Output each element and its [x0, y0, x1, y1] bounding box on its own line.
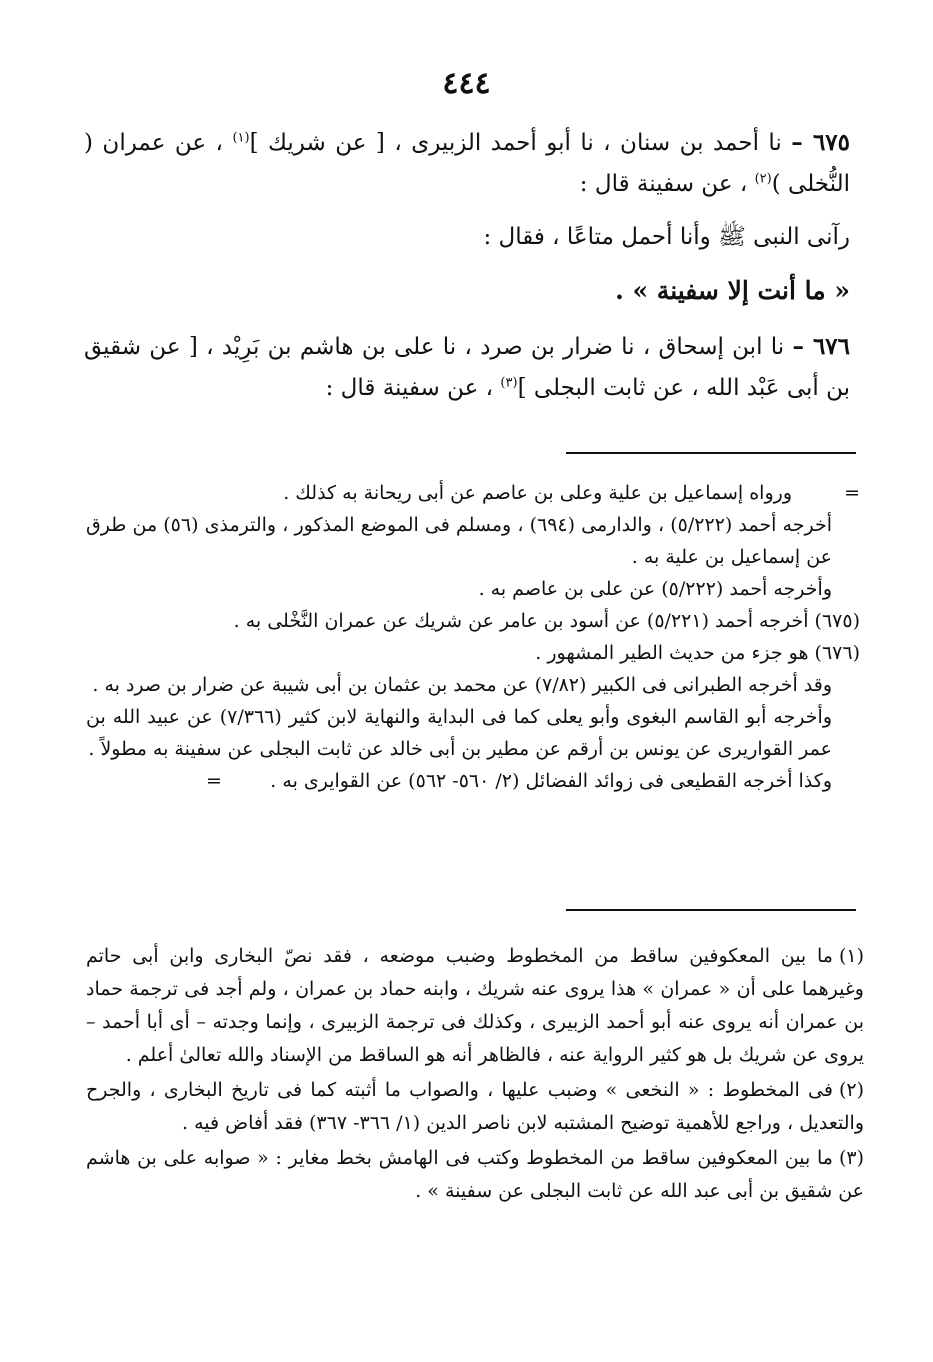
note-line: وأخرجه أبو القاسم البغوى وأبو يعلى كما فى البداية والنهاية لابن كثير (٧/٣٦٦) عن عبيد الله بن عمر القواريرى عن يونس بن أرقم عن مطير بن أبى خالد عن ثابت البجلى عن سفينة به مطولاً .	[86, 706, 832, 760]
hadith-isnad: ، عن سفينة قال :	[579, 171, 748, 197]
takhrij-notes	[86, 477, 860, 797]
hadith-675	[84, 122, 850, 205]
hadith-isnad: نا أحمد بن سنان ، نا أبو أحمد الزبيرى ، [ عن شريك ]	[249, 130, 782, 156]
end-mark: =	[206, 770, 222, 792]
hadith-isnad: ، عن سفينة قال :	[325, 375, 494, 401]
hadith-quote: « ما أنت إلا سفينة » .	[615, 276, 850, 305]
note-line: وأخرجه أحمد (٥/٢٢٢) عن على بن عاصم به .	[478, 578, 832, 600]
continuation-mark: =	[844, 482, 860, 504]
note-line: (٦٧٥) أخرجه أحمد (٥/٢٢١) عن أسود بن عامر عن شريك عن عمران النَّخْلى به .	[233, 610, 860, 632]
hadith-isnad: نا ابن إسحاق ، نا ضرار بن صرد ، نا على بن هاشم بن بَرِيْد ، [ عن شقيق بن أبى عَبْد الله ، عن ثابت البجلى ]	[84, 334, 850, 401]
hadith-isnad: ، عن عمران ( النُّخلى )	[84, 130, 850, 197]
footnote: (٣)ما بين المعكوفين ساقط من المخطوط وكتب فى الهامش بخط مغاير : « صوابه على بن هاشم عن شقيق بن أبى عبد الله عن ثابت البجلى عن سفينة » .	[86, 1147, 864, 1202]
note-line: وكذا أخرجه القطيعى فى زوائد الفضائل (٢/ ٥٦٠- ٥٦٢) عن القوايرى به . =	[206, 770, 832, 792]
footnotes	[86, 940, 864, 1210]
hadith-number: ٦٧٥ –	[791, 129, 850, 156]
hadith-matn: رآنى النبى ﷺ وأنا أحمل متاعًا ، فقال :	[483, 224, 850, 250]
footnote-number: (٣)	[838, 1147, 864, 1169]
main-text	[84, 122, 850, 421]
hadith-676	[84, 326, 850, 409]
note-line: وقد أخرجه الطبرانى فى الكبير (٧/٨٢) عن محمد بن عثمان بن أبى شيبة عن ضرار بن صرد به .	[92, 674, 832, 696]
footnote-number: (١)	[838, 945, 864, 967]
hadith-number: ٦٧٦ –	[792, 333, 850, 360]
divider	[566, 909, 856, 911]
divider	[566, 452, 856, 454]
footnote-ref[interactable]: (١)	[232, 130, 250, 146]
note-line: أخرجه أحمد (٥/٢٢٢) ، والدارمى (٦٩٤) ، ومسلم فى الموضع المذكور ، والترمذى (٥٦) من طرق عن إسماعيل بن علية به .	[86, 514, 832, 568]
footnote-ref[interactable]: (٢)	[754, 171, 772, 187]
footnote: (٢)فى المخطوط : « النخعى » وضبب عليها ، والصواب ما أثبته كما فى تاريخ البخارى ، والجرح والتعديل ، وراجع للأهمية توضيح المشتبه لابن ناصر الدين (١/ ٣٦٦- ٣٦٧) فقد أفاض فيه .	[86, 1079, 864, 1134]
note-line: = ورواه إسماعيل بن علية وعلى بن عاصم عن أبى ريحانة به كذلك .	[86, 477, 860, 509]
footnote-number: (٢)	[838, 1079, 864, 1101]
footnote: (١)ما بين المعكوفين ساقط من المخطوط وضبب موضعه ، فقد نصّ البخارى وابن أبى حاتم وغيرهما على أن « عمران » هذا يروى عنه شريك ، وابنه حماد بن عمران ، ولم أجد فى ترجمة حماد بن عمران أنه يروى عنه أبو أحمد الزبيرى ، وكذلك فى ترجمة الزبيرى ، وإنما وجدته – أى أبا أحمد – يروى عن شريك بل هو كثير الرواية عنه ، فالظاهر أنه هو الساقط من الإسناد والله تعالىٰ أعلم .	[86, 945, 864, 1066]
page-number: ٤٤٤	[442, 66, 491, 101]
footnote-ref[interactable]: (٣)	[500, 375, 518, 391]
note-line: (٦٧٦) هو جزء من حديث الطير المشهور .	[535, 642, 860, 664]
